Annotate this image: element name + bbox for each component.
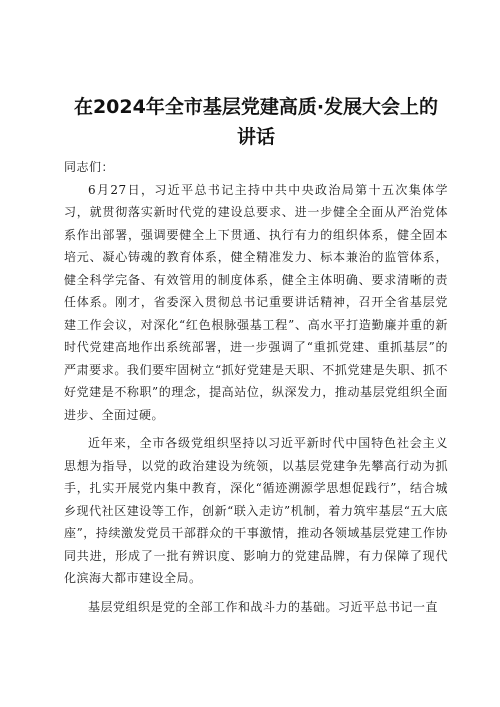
document-title	[64, 92, 448, 152]
paragraph-3: 基层党组织是党的全部工作和战斗力的基础。习近平总书记一直	[88, 599, 439, 614]
paragraph-1: 6月27日，习近平总书记主持中共中央政治局第十五次集体学习，就贯彻落实新时代党的建设总要求、进一步健全全面从严治党体系作出部署，强调要健全上下贯通、执行有力的组织体系，健全固本培元、凝心铸魂的教育体系，健全精准发力、标本兼治的监管体系，健全科学完备、有效管用的制度体系，健全主体明确、要求清晰的责任体系。刚才，省委深入贯彻总书记重要讲话精神，召开全省基层党建工作会议，对深化“红色根脉强基工程”、高水平打造勤廉并重的新时代党建高地作出系统部署，进一步强调了“重抓党建、重抓基层”的严肃要求。我们要牢固树立“抓好党建是天职、不抓党建是失职、抓不好党建是不称职”的理念，提高站位，纵深发力，推动基层党组织全面进步、全面过硬。	[64, 182, 448, 422]
paragraph-2: 近年来，全市各级党组织坚持以习近平新时代中国特色社会主义思想为指导，以党的政治建设为统领，以基层党建争先攀高行动为抓手，扎实开展党内集中教育，深化“循迹溯源学思想促践行”，结合城乡现代社区建设等工作，创新“联入走访”机制，着力筑牢基层“五大底座”，持续激发党员干部群众的干事激情，推动各领域基层党建工作协同共进，形成了一批有辨识度、影响力的党建品牌，有力保障了现代化滨海大都市建设全局。	[64, 436, 448, 585]
title-line-1: 在2024年全市基层党建高质·发展大会上的	[73, 96, 439, 118]
title-line-2: 讲话	[236, 126, 275, 148]
greeting: 同志们：	[64, 160, 115, 174]
